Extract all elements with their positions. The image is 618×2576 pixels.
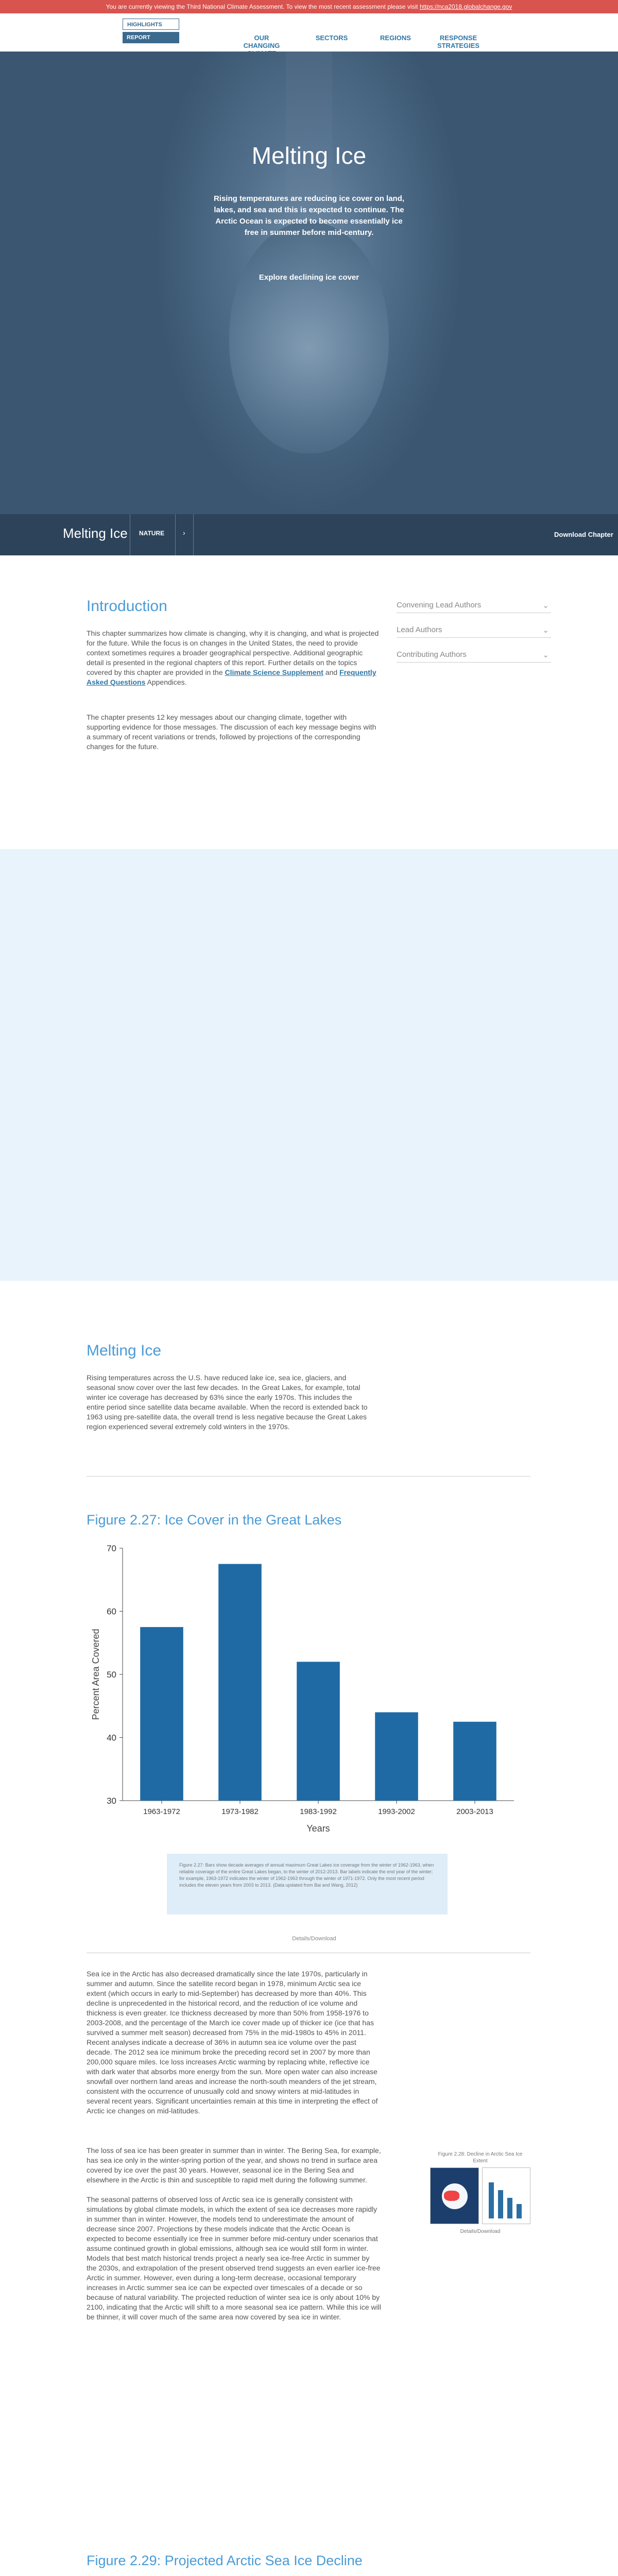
bar bbox=[453, 1722, 496, 1801]
figure-228-details-link[interactable]: Details/Download bbox=[460, 2229, 501, 2234]
figure-227-title: Figure 2.27: Ice Cover in the Great Lakes bbox=[87, 1512, 342, 1528]
tab-highlights[interactable]: HIGHLIGHTS bbox=[123, 19, 179, 30]
toggle-label: Contributing Authors bbox=[397, 650, 467, 659]
divider bbox=[87, 1476, 530, 1477]
x-tick-label: 1993-2002 bbox=[378, 1807, 415, 1816]
intro-text: Appendices. bbox=[145, 678, 187, 686]
melting-ice-heading: Melting Ice bbox=[87, 1342, 162, 1359]
banner-link[interactable]: https://nca2018.globalchange.gov bbox=[419, 3, 512, 10]
x-tick-label: 1963-1972 bbox=[143, 1807, 180, 1816]
chevron-down-icon: ⌄ bbox=[542, 651, 549, 659]
intro-text: This chapter summarizes how climate is changing, why it is changing, and what is projected for the future. While the focus is on changes in the United States, the need to provide context sometimes requires a broader geographical perspective. Additional geographic detail is presented in the regional chapters of this report. Further details on the topics covered by this chapter are provided in the bbox=[87, 629, 379, 676]
archive-banner bbox=[0, 0, 618, 13]
top-navigation bbox=[0, 13, 618, 52]
contributing-authors-toggle[interactable] bbox=[397, 647, 551, 663]
y-tick-label: 50 bbox=[107, 1670, 116, 1680]
arctic-map-image bbox=[430, 2167, 479, 2224]
hero-summary: Rising temperatures are reducing ice cover on land, lakes, and sea and this is expected to continue. The Arctic Ocean is expected to become essentially ice free in summer before mid-century. bbox=[213, 194, 405, 237]
convening-lead-authors-toggle[interactable] bbox=[397, 598, 551, 613]
bar bbox=[375, 1713, 418, 1801]
key-message-panel bbox=[0, 849, 618, 1281]
x-tick-label: 1973-1982 bbox=[221, 1807, 259, 1816]
bar bbox=[140, 1627, 183, 1801]
y-axis-label: Percent Area Covered bbox=[91, 1629, 101, 1720]
divider bbox=[175, 514, 176, 555]
figure-228-thumbnail[interactable] bbox=[430, 2151, 530, 2233]
sea-ice-paragraph: Sea ice in the Arctic has also decreased dramatically since the late 1970s, particularly in summer and autumn. Since the satellite record began in 1978, minimum Arctic sea ice extent (which occurs in early to mid-September) has decreased by more than 40%. This decline is unprecedented in the historical record, and the reduction of ice volume and thickness is even greater. Ice thickness decreased by more than 50% from 1958-1976 to 2003-2008, and the percentage of the March ice cover made up of thicker ice (ice that has survived a summer melt season) decreased from 75% in the mid-1980s to 45% in 2011. Recent analyses indicate a decrease of 36% in autumn sea ice volume over the past decade. The 2012 sea ice minimum broke the preceding record set in 2007 by more than 200,000 square miles. Ice loss increases Arctic warming by replacing white, reflective ice with dark water that absorbs more energy from the sun. More open water can also increase snowfall over northern land areas and increase the north-south meanders of the jet stream, consistent with the occurrence of unusually cold and snowy winters at mid-latitudes in several recent years. Significant uncertainties remain at this time in interpreting the effect of Arctic ice changes on mid-latitudes. bbox=[87, 1970, 378, 2115]
water-drop-image bbox=[229, 222, 389, 453]
sea-ice-graph-image bbox=[482, 2167, 531, 2224]
sea-ice-paragraph: The seasonal patterns of observed loss of Arctic sea ice is generally consistent with simulations by global climate models, in which the extent of sea ice decreases more rapidly in summer than in winter. However, the models tend to underestimate the amount of decrease since 2007. Projections by these models indicate that the Arctic Ocean is expected to become essentially ice free in summer before mid-century under scenarios that assume continued growth in global emissions, although sea ice would still form in winter. Models that best match historical trends project a nearly sea ice-free Arctic in summer by the 2030s, and extrapolation of the present observed trend suggests an even earlier ice-free Arctic in summer. However, even during a long-term decrease, occasional temporary increases in Arctic summer sea ice can be expected over timescales of a decade or so because of natural variability. The projected reduction of winter sea ice is only about 10% by 2100, indicating that the Arctic will shift to a more seasonal sea ice pattern. While this ice will be thinner, it will cover much of the same area now covered by sea ice in winter. bbox=[87, 2195, 381, 2321]
x-tick-label: 2003-2013 bbox=[456, 1807, 493, 1816]
figure-227-caption: Figure 2.27: Bars show decade averages of annual maximum Great Lakes ice coverage from the winter of 1962-1963, when reliable coverage of the entire Great Lakes began, to the winter of 2012-2013. Bar labels indicate the end year of the winter; for example, 1963-1972 indicates the winter of 1962-1963 through the winter of 1971-1972. Only the most recent period includes the eleven years from 2003 to 2013. (Data updated from Bai and Wang, 2012) bbox=[167, 1854, 448, 1914]
figure-229-title: Figure 2.29: Projected Arctic Sea Ice Decline bbox=[87, 2553, 363, 2568]
toggle-label: Convening Lead Authors bbox=[397, 601, 482, 609]
toggle-label: Lead Authors bbox=[397, 625, 442, 634]
hero-section bbox=[0, 52, 618, 555]
y-tick-label: 30 bbox=[107, 1796, 116, 1806]
melting-ice-paragraph: Rising temperatures across the U.S. have reduced lake ice, sea ice, glaciers, and seasonal snow cover over the last few decades. In the Great Lakes, for example, total winter ice coverage has decreased by 63% since the early 1970s. This includes the entire period since satellite data became available. When the record is extended back to 1963 using pre-satellite data, the overall trend is less negative because the Great Lakes region experienced several extremely cold winters in the 1970s. bbox=[87, 1374, 368, 1431]
explore-link[interactable]: Explore declining ice cover bbox=[259, 273, 359, 282]
chevron-down-icon: ⌄ bbox=[542, 601, 549, 610]
bar bbox=[218, 1564, 262, 1801]
tab-report[interactable]: REPORT bbox=[123, 32, 179, 43]
chevron-down-icon: ⌄ bbox=[542, 626, 549, 635]
intro-paragraph: The chapter presents 12 key messages about our changing climate, together with supporting evidence for those messages. The discussion of each key message begins with a summary of recent variations or trends, followed by projections of the corresponding changes for the future. bbox=[87, 713, 376, 751]
nav-regions[interactable]: REGIONS bbox=[380, 34, 411, 42]
nav-our-changing-climate[interactable]: OUR CHANGING bbox=[243, 34, 280, 49]
x-tick-label: 1983-1992 bbox=[300, 1807, 337, 1816]
intro-text: and bbox=[323, 668, 340, 676]
chapter-nav-label[interactable]: NATURE bbox=[139, 530, 165, 537]
y-tick-label: 70 bbox=[107, 1544, 116, 1553]
divider bbox=[193, 514, 194, 555]
introduction-heading: Introduction bbox=[87, 598, 167, 615]
figure-228-title: Figure 2.28: Decline in Arctic Sea Ice Extent bbox=[438, 2151, 523, 2164]
faq-link[interactable]: Frequently Asked Questions bbox=[87, 668, 376, 686]
nav-sectors[interactable]: SECTORS bbox=[315, 34, 348, 42]
figure-227-details-link[interactable]: Details/Download bbox=[292, 1936, 336, 1942]
sea-ice-paragraph: The loss of sea ice has been greater in summer than in winter. The Bering Sea, for example, has sea ice only in the winter-spring portion of the year, and shows no trend in surface area covered by ice over the past 30 years. However, seasonal ice in the Bering Sea and elsewhere in the Arctic is thin and susceptible to rapid melt during the following summer. bbox=[87, 2146, 381, 2184]
chapter-title: Melting Ice bbox=[63, 526, 128, 541]
climate-science-supplement-link[interactable]: Climate Science Supplement bbox=[225, 668, 323, 676]
bar bbox=[297, 1662, 340, 1801]
intro-paragraph bbox=[87, 629, 380, 687]
page-title: Melting Ice bbox=[251, 142, 367, 169]
y-tick-label: 40 bbox=[107, 1733, 116, 1743]
chevron-right-icon[interactable]: › bbox=[183, 529, 185, 537]
lead-authors-toggle[interactable] bbox=[397, 622, 551, 638]
x-axis-label: Years bbox=[306, 1823, 330, 1834]
y-tick-label: 60 bbox=[107, 1606, 116, 1617]
download-chapter-link[interactable]: Download Chapter bbox=[554, 531, 613, 538]
chapter-bar bbox=[0, 514, 618, 555]
great-lakes-ice-chart bbox=[87, 1533, 530, 1842]
nav-response-strategies[interactable]: RESPONSE STRATEGIES bbox=[437, 34, 480, 49]
banner-text: You are currently viewing the Third National Climate Assessment. To view the most recent assessment please visit bbox=[106, 3, 418, 10]
